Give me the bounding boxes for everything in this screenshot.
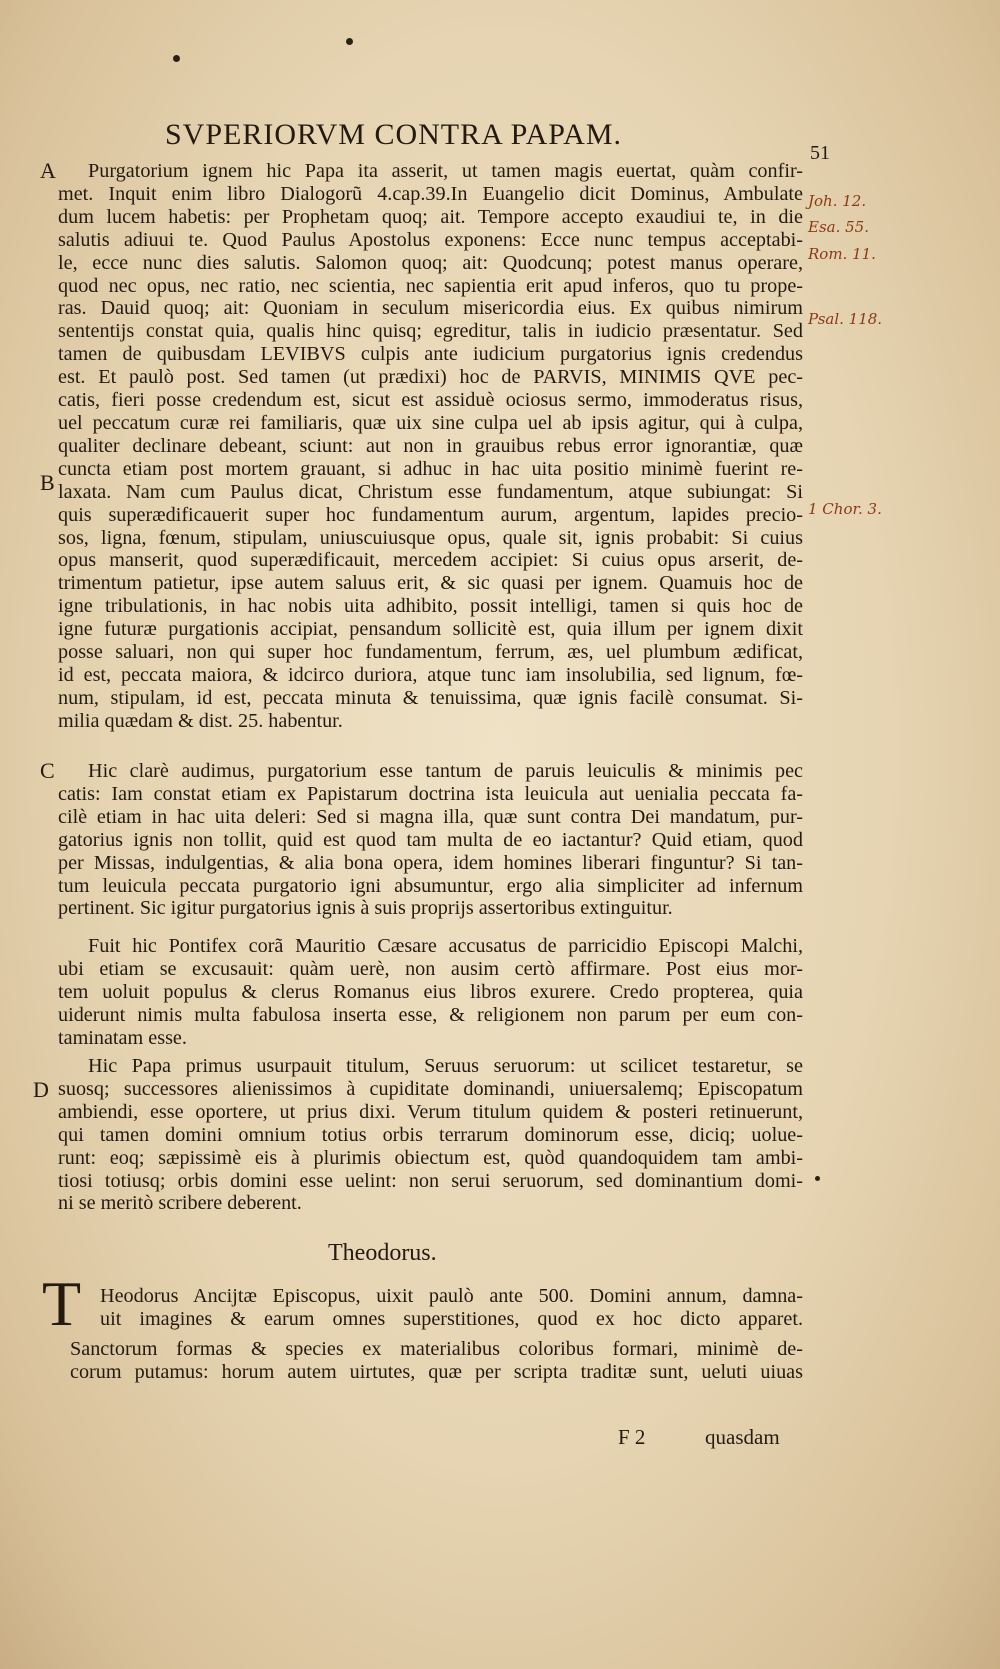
text-line: Hic clarè audimus, purgatorium esse tantum de paruis leuiculis & minimis pec [88,760,803,782]
text-line: Hic Papa primus usurpauit titulum, Seruus seruorum: ut scilicet testaretur, se [88,1055,803,1077]
text-line: catis: Iam constat etiam ex Papistarum doctrina ista leuicula aut uenialia peccata fa- [58,782,803,805]
text-line: est. Et paulò post. Sed tamen (ut prædixi) hoc de PARVIS, MINIMIS QVE pec- [58,366,803,389]
text-line: qui tamen domini omnium totius orbis terrarum dominorum esse, diciq; uolue- [58,1123,803,1146]
text-line: dum lucem habetis: per Prophetam quoq; ait. Tempore accepto exaudiui te, in die [58,205,803,228]
text-line: cilè etiam in hac uita deleri: Sed si magna illa, quæ sunt contra Dei mandatum, pur- [58,805,803,828]
text-line: Heodorus Ancijtæ Episcopus, uixit paulò ante 500. Domini annum, damna- [100,1285,803,1307]
text-line: igne tribulationis, in hac nobis uita adhibito, possit intelligi, tamen si quis hoc de [58,595,803,618]
text-line: trimentum patietur, ipse autem saluus erit, & sic quasi per ignem. Quamuis hoc de [58,572,803,595]
text-line: sententijs constat quia, qualis hinc quisq; egreditur, talis in iudicio præsentatur. Sed [58,320,803,343]
ink-speck [173,55,180,62]
text-line: num, stipulam, id est, peccata minuta & tenuissima, quæ ignis facilè consumat. Si- [58,686,803,709]
text-line: milia quædam & dist. 25. habentur. [58,709,343,732]
folio-number: 51 [810,142,830,164]
text-line: uel peccatum curæ rei familiaris, quæ uix sine culpa uel ab ipsis agitur, qui à culpa, [58,411,803,434]
text-line: quis superædificauerit super hoc fundamentum aurum, argentum, lapides precio- [58,503,803,526]
margin-note-john: Joh. 12. [808,192,867,210]
ink-speck [815,1176,820,1181]
text-line: ubi etiam se excusauit: quàm uerè, non ausim certò affirmare. Post eius mor- [58,957,803,980]
section-marker-a: A [40,158,56,183]
section-marker-c: C [40,758,55,783]
text-line: Purgatorium ignem hic Papa ita asserit, ut tamen magis euertat, quàm confir- [88,160,803,182]
paragraph-servus-servorum [58,1055,803,1215]
margin-note-psalm: Psal. 118. [808,310,883,328]
section-heading: Theodorus. [328,1240,437,1266]
signature-mark: F 2 [618,1425,646,1449]
text-line: igne futuræ purgationis accipiat, pensandum sollicitè est, quia illum per ignem dixit [58,618,803,641]
text-line: runt: eoq; sæpissimè eis à plurimis obiectum est, quòd quandoquidem tam ambi- [58,1146,803,1169]
text-line: qualiter declinare debeant, sciunt: aut non in grauibus rebus error ignorantiæ, quæ [58,434,803,457]
text-line: id est, peccata maiora, & idcirco duriora, atque tunc iam insolubilia, sed lignum, fœ- [58,663,803,686]
paragraph-theodorus [100,1285,803,1331]
text-line: cuncta etiam post mortem grauant, si adhuc in hac uita positio minimè fuerint re- [58,457,803,480]
text-line: Fuit hic Pontifex corã Mauritio Cæsare accusatus de parricidio Episcopi Malchi, [88,935,803,957]
text-line: catis, fieri posse credendum est, sicut est assiduè ociosus sermo, immoderatus risus, [58,389,803,412]
text-line: ni se meritò scribere deberent. [58,1192,302,1215]
text-line: uiderunt nimis multa fabulosa inserta esse, & religionem non parum per eum con- [58,1003,803,1026]
text-line: salutis adiuui te. Quod Paulus Apostolus exponens: Ecce nunc tempus acceptabi- [58,228,803,251]
text-line: corum putamus: horum autem uirtutes, quæ per scripta traditæ sunt, ueluti uiuas [70,1360,803,1383]
paragraph-accusation [58,935,803,1050]
text-line: le, ecce nunc dies salutis. Salomon quoq; ait: Quodcunq; potest manus operare, [58,251,803,274]
text-line: tem uoluit populus & clerus Romanus eius libros exurere. Credo propterea, quia [58,980,803,1003]
text-line: posse saluari, non qui super hoc fundamentum, ferrum, æs, uel plumbum ædificat, [58,641,803,664]
section-marker-d: D [33,1077,49,1102]
text-line: Sanctorum formas & species ex materialibus coloribus formari, minimè de- [70,1338,803,1360]
text-line: tum leuicula peccata purgatorio igni absumuntur, ergo alia simpliciter ad infernum [58,874,803,897]
paragraph-purgatory [58,160,803,733]
text-line: tiosi totiusq; orbis domini esse uelint: non serui seruorum, sed dominantium domi- [58,1169,803,1192]
paragraph-theodorus-cont [70,1338,803,1384]
catchword: quasdam [705,1425,780,1449]
drop-cap: T [42,1268,82,1339]
section-marker-b: B [40,470,55,495]
text-line: per Missas, indulgentias, & alia bona opera, idem homines liberari finguntur? Si tan- [58,851,803,874]
text-line: opus manserit, quod superædificauit, mercedem accipiet: Si cuius opus arserit, de- [58,549,803,572]
text-line: taminatam esse. [58,1026,187,1049]
text-line: uit imagines & earum omnes superstitiones, quod ex hoc dicto apparet. [100,1307,803,1330]
text-line: quod nec opus, nec ratio, nec scientia, nec sapientia erit apud inferos, quo tu prope- [58,274,803,297]
running-title: SVPERIORVM CONTRA PAPAM. [165,118,623,151]
text-line: met. Inquit enim libro Dialogorũ 4.cap.39.In Euangelio dicit Dominus, Ambulate [58,182,803,205]
paragraph-commentary [58,760,803,920]
text-line: ras. Dauid quoq; ait: Quoniam in seculum misericordia eius. Ex quibus nimirum [58,297,803,320]
text-line: pertinent. Sic igitur purgatorius ignis à suis proprijs assertoribus extinguitur. [58,897,673,920]
text-line: gatorius ignis non tollit, quid est quod tam multa de eo iactantur? Quid etiam, quod [58,828,803,851]
margin-note-romans: Rom. 11. [808,245,876,263]
margin-note-corinthians: 1 Chor. 3. [808,500,882,518]
ink-speck [346,38,353,45]
text-line: laxata. Nam cum Paulus dicat, Christum esse fundamentum, atque subiungat: Si [58,480,803,503]
text-line: ambiendi, esse oportere, ut prius dixi. Verum titulum quidem & posteri retinuerunt, [58,1100,803,1123]
text-line: sos, ligna, fœnum, stipulam, uniuscuiusque opus, quale sit, ignis probabit: Si cuius [58,526,803,549]
margin-note-isaiah: Esa. 55. [808,218,869,236]
text-line: tamen de quibusdam LEVIBVS culpis ante iudicium purgatorius ignis credendus [58,343,803,366]
text-line: suosq; successores alienissimos à cupiditate dominandi, uniuersalemq; Episcopatum [58,1077,803,1100]
